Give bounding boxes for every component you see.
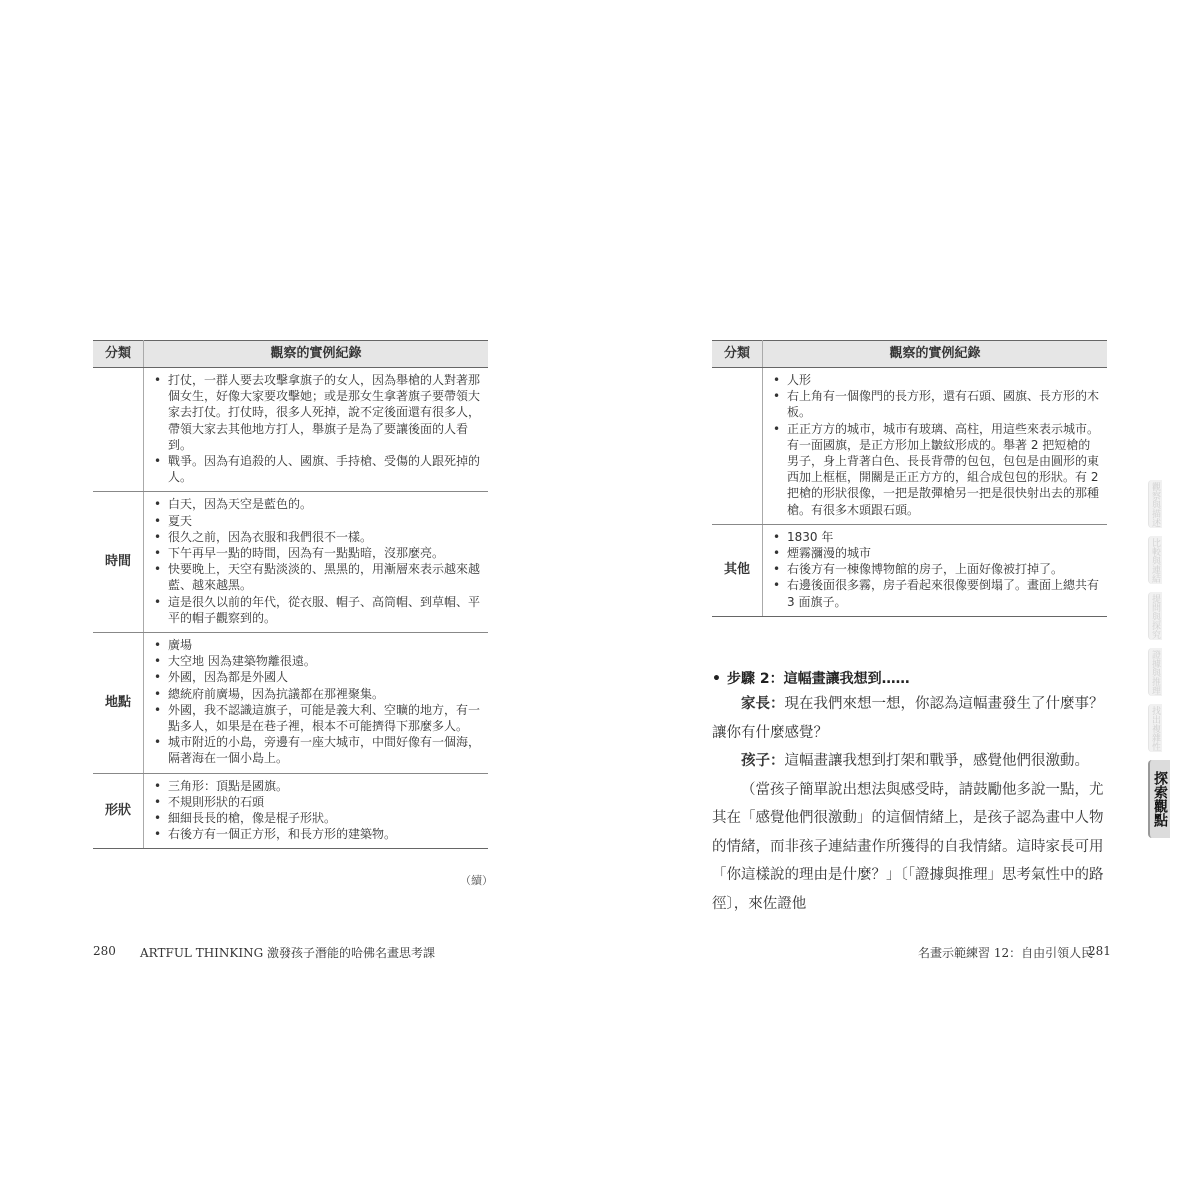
table-row: [712, 368, 1107, 525]
side-section-tabs: [1148, 480, 1184, 846]
table-header-records: 觀察的實例紀錄: [144, 341, 489, 368]
record-item: • 右上角有一個像門的長方形，還有石頭、國旗、長方形的木板。: [773, 388, 1099, 420]
side-tab: 找出複雜性: [1150, 705, 1160, 751]
speaker-label: 孩子：: [741, 753, 785, 769]
footer-chapter-title: 名畫示範練習 12：自由引領人民: [918, 946, 1094, 960]
table-header-category: 分類: [712, 341, 763, 368]
table-row: [93, 492, 488, 633]
record-item: • 夏天: [154, 513, 480, 529]
page-number-right: 281: [1088, 944, 1111, 958]
record-item: • 戰爭。因為有追殺的人、國旗、手持槍、受傷的人跟死掉的人。: [154, 453, 480, 485]
dialogue-text: 現在我們來想一想，你認為這幅畫發生了什麼事？讓你有什麼感覺？: [712, 696, 1104, 741]
record-item: • 細細長長的槍，像是棍子形狀。: [154, 810, 480, 826]
record-item: • 廣場: [154, 637, 480, 653]
side-tab: 觀察與描述: [1150, 481, 1160, 527]
footer-book-title: ARTFUL THINKING 激發孩子潛能的哈佛名畫思考課: [140, 946, 436, 960]
record-item: • 正正方方的城市，城市有玻璃、高柱，用這些來表示城市。有一面國旗，是正方形加上皺紋形成的。舉著 2 把短槍的男子，身上背著白色、長長背帶的包包，包包是由圓形的東西加上框框，開關是正正方方的，組合成包包的形狀。有 2 把槍的形狀很像，一把是散彈槍另一把是很快射出去的那種槍。有很多木頭跟石頭。: [773, 421, 1099, 518]
record-item: • 右邊後面很多霧，房子看起來很像要倒塌了。畫面上總共有 3 面旗子。: [773, 577, 1099, 609]
table-row: [93, 368, 488, 492]
row-category: [93, 368, 144, 492]
dialogue-text: （當孩子簡單說出想法與感受時，請鼓勵他多說一點，尤其在「感覺他們很激動」的這個情緒上，是孩子認為畫中人物的情緒，而非孩子連結畫作所獲得的自我情緒。這時家長可用「你這樣說的理由是什麼？」〔「證據與推理」思考氣性中的路徑〕，來佐證他: [712, 781, 1104, 912]
dialogue-paragraph: [712, 690, 1112, 747]
side-tab: 比較與連結: [1150, 537, 1160, 583]
dialogue-body: [712, 690, 1112, 918]
dialogue-text: 這幅畫讓我想到打架和戰爭，感覺他們很激動。: [784, 753, 1089, 769]
record-item: • 總統府前廣場，因為抗議都在那裡聚集。: [154, 686, 480, 702]
table-header-records: 觀察的實例紀錄: [763, 341, 1108, 368]
record-item: • 很久之前，因為衣服和我們很不一樣。: [154, 529, 480, 545]
side-tab-active: 探索觀點: [1148, 760, 1170, 838]
record-item: • 大空地 因為建築物離很遠。: [154, 653, 480, 669]
record-item: • 外國，因為都是外國人: [154, 669, 480, 685]
row-category: 時間: [93, 492, 144, 633]
speaker-label: 家長：: [741, 696, 785, 712]
bullet-icon: •: [712, 671, 721, 687]
side-tab: 證據與推理: [1150, 649, 1160, 695]
table-header-category: 分類: [93, 341, 144, 368]
record-item: • 快要晚上，天空有點淡淡的、黑黑的，用漸層來表示越來越藍、越來越黑。: [154, 561, 480, 593]
dialogue-paragraph: [712, 776, 1112, 919]
record-item: • 煙霧瀰漫的城市: [773, 545, 1099, 561]
record-item: • 外國，我不認識這旗子，可能是義大利、空曠的地方，有一點多人，如果是在巷子裡，根本不可能擠得下那麼多人。: [154, 702, 480, 734]
side-tab: 提問與探究: [1150, 593, 1160, 639]
table-row: [93, 633, 488, 774]
row-category: [712, 368, 763, 525]
table-row: [93, 773, 488, 849]
record-item: • 打仗，一群人要去攻擊拿旗子的女人，因為舉槍的人對著那個女生，好像大家要攻擊她；或是那女生拿著旗子要帶領大家去打仗。打仗時，很多人死掉，說不定後面還有很多人，帶領大家去其他地方打人，舉旗子是為了要讓後面的人看到。: [154, 372, 480, 453]
record-item: • 這是很久以前的年代，從衣服、帽子、高筒帽、到草帽、平平的帽子觀察到的。: [154, 594, 480, 626]
observation-table-right: [712, 340, 1107, 617]
row-category: 地點: [93, 633, 144, 774]
step-heading: [712, 668, 910, 688]
record-item: • 右後方有一棟像博物館的房子，上面好像被打掉了。: [773, 561, 1099, 577]
table-row: [712, 524, 1107, 616]
dialogue-paragraph: [712, 747, 1112, 776]
record-item: • 不規則形狀的石頭: [154, 794, 480, 810]
record-item: • 城市附近的小島，旁邊有一座大城市，中間好像有一個海，隔著海在一個小島上。: [154, 734, 480, 766]
row-category: 形狀: [93, 773, 144, 849]
record-item: • 右後方有一個正方形，和長方形的建築物。: [154, 826, 480, 842]
record-item: • 1830 年: [773, 529, 1099, 545]
record-item: • 下午再早一點的時間，因為有一點點暗，沒那麼亮。: [154, 545, 480, 561]
step-heading-text: 步驟 2：這幅畫讓我想到……: [726, 671, 910, 687]
continued-label: （續）: [460, 874, 493, 887]
row-category: 其他: [712, 524, 763, 616]
record-item: • 三角形：頂點是國旗。: [154, 778, 480, 794]
page-number-left: 280: [93, 944, 116, 958]
record-item: • 白天，因為天空是藍色的。: [154, 496, 480, 512]
record-item: • 人形: [773, 372, 1099, 388]
observation-table-left: [93, 340, 488, 849]
